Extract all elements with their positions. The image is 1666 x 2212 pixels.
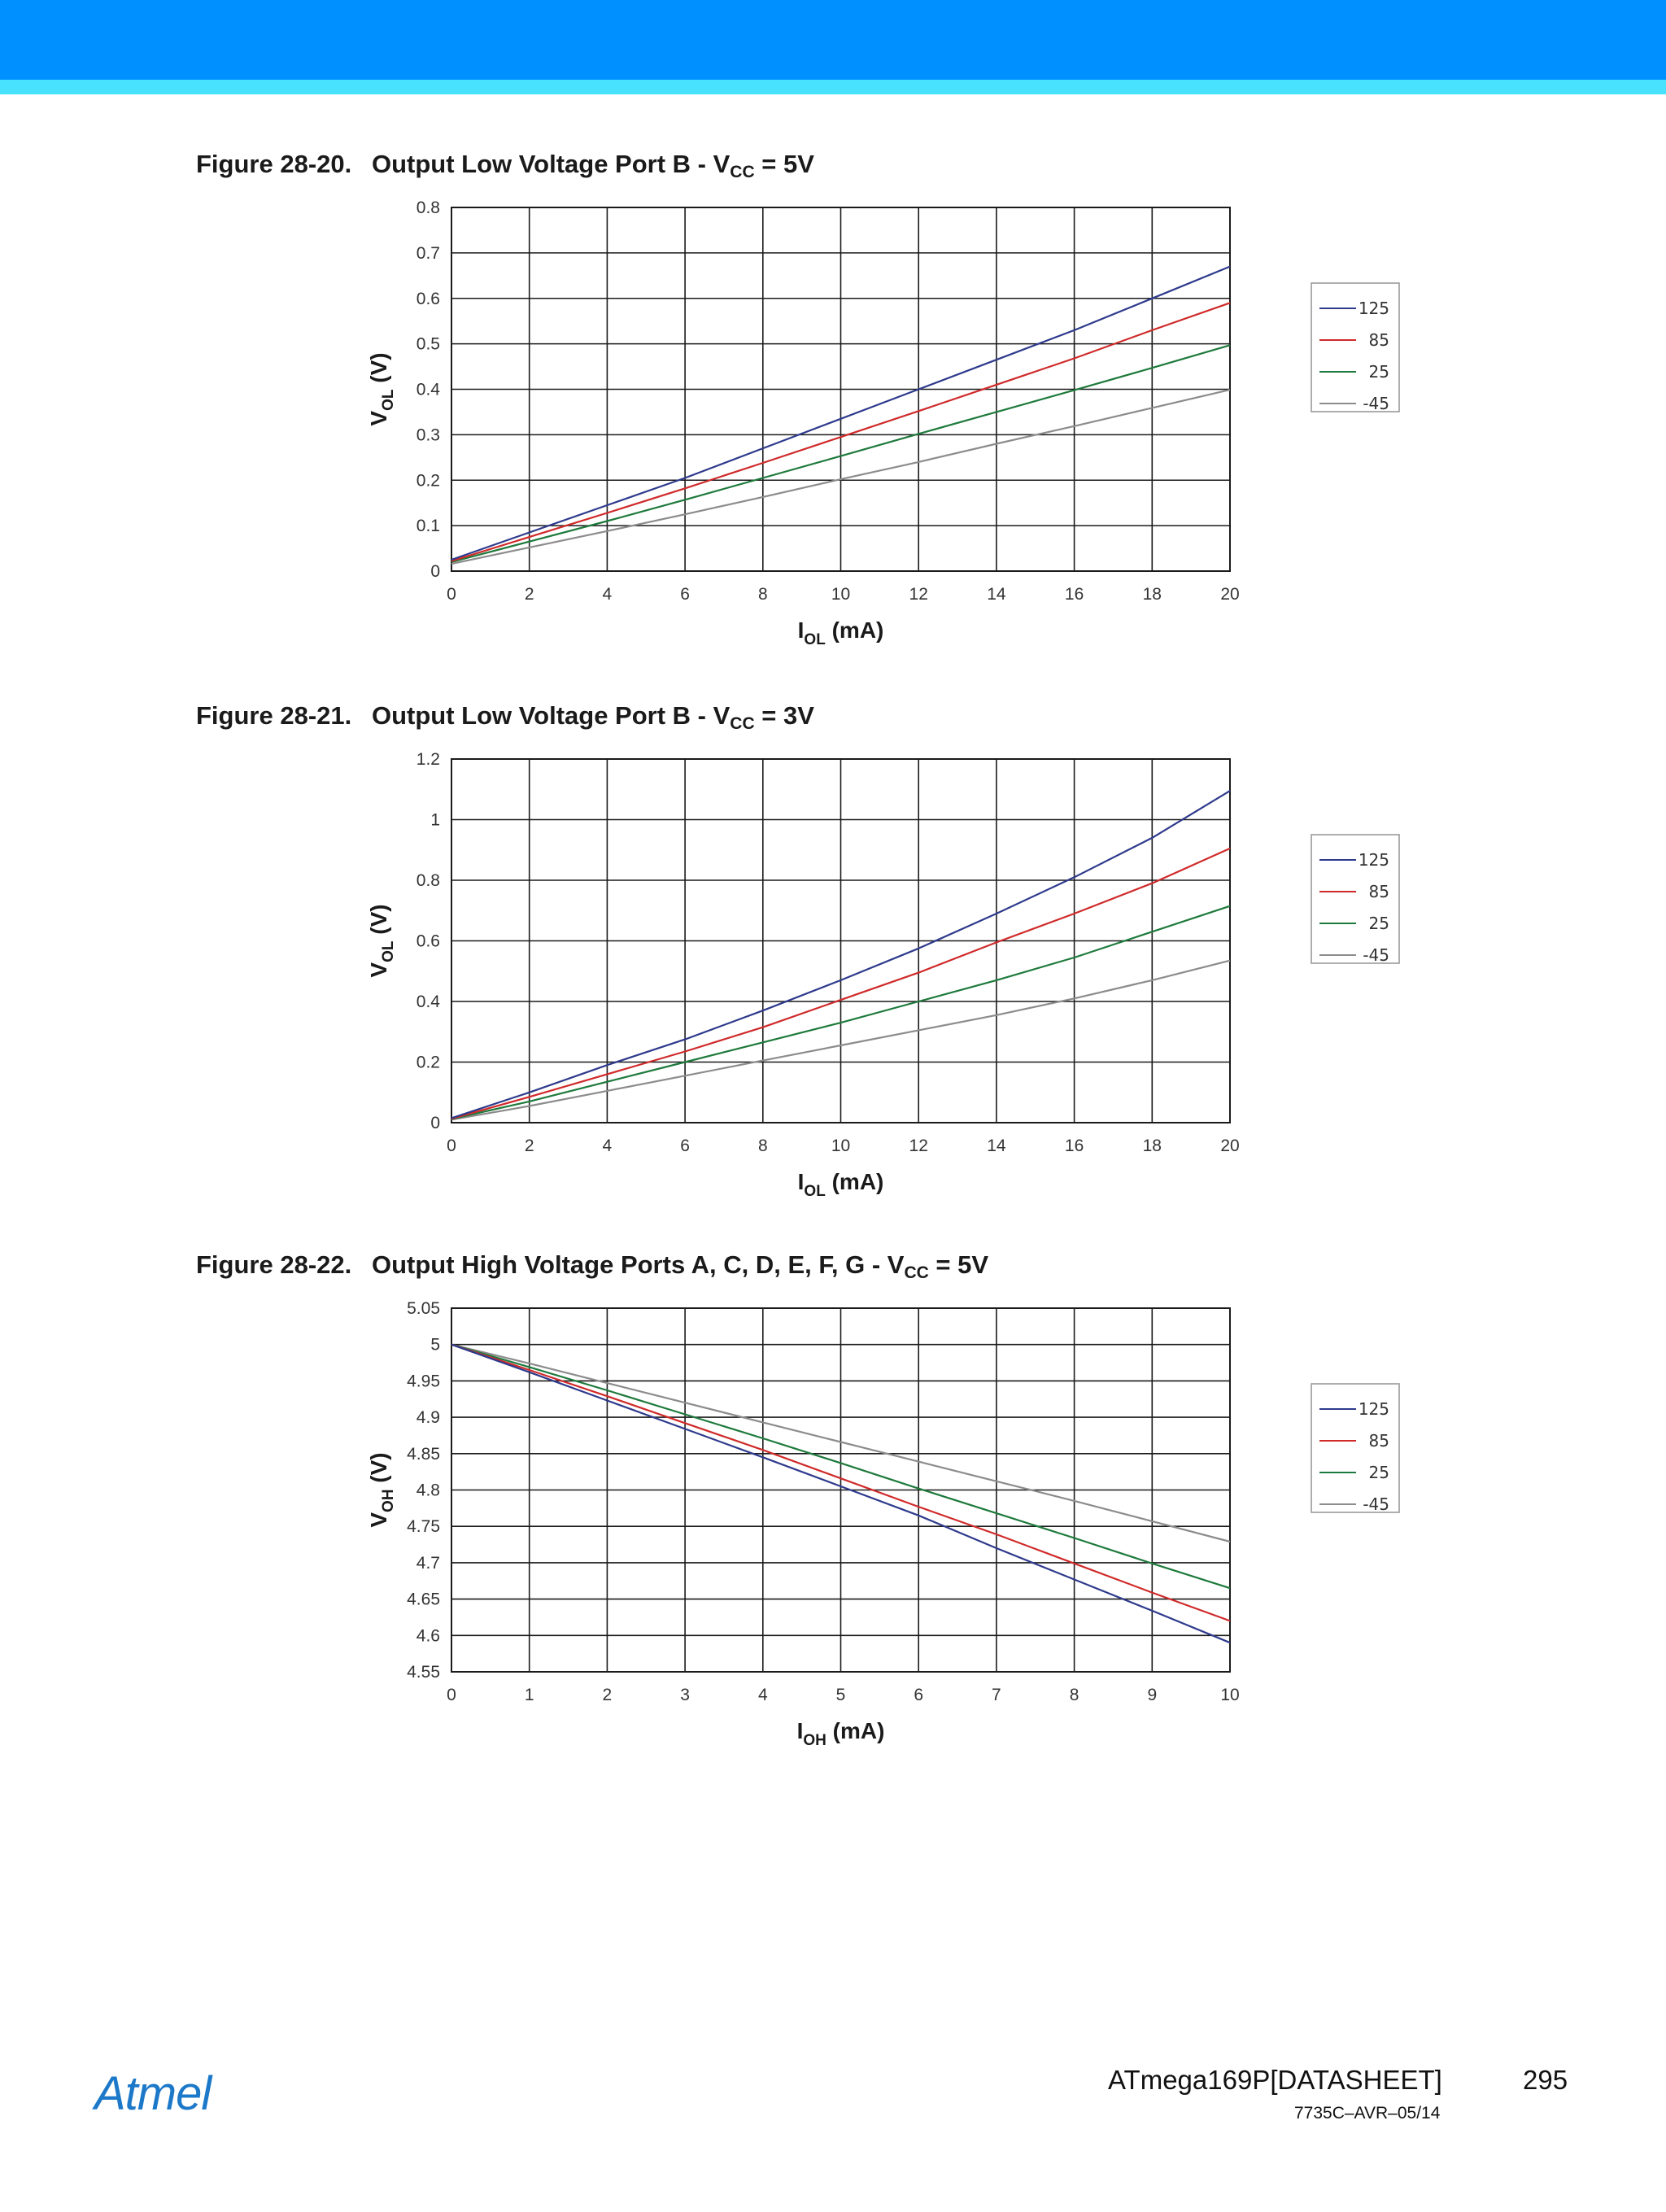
y-tick-label: 4.7 (416, 1553, 440, 1573)
y-tick-label: 4.65 (407, 1590, 440, 1609)
figure-title-suffix: = 3V (754, 701, 814, 730)
x-tick-label: 10 (1220, 1686, 1240, 1704)
y-tick-label: 4.8 (416, 1481, 440, 1500)
x-axis-title-main: I (797, 1169, 805, 1194)
header-stripe (0, 80, 1666, 94)
y-tick-label: 0 (430, 562, 440, 581)
figure-caption-3 (196, 1250, 988, 1283)
y-axis-title-unit: (V) (366, 1452, 391, 1490)
legend-label: 25 (1368, 914, 1389, 933)
y-axis-title (366, 352, 397, 425)
footer-doc-code: 7735C–AVR–05/14 (1294, 2104, 1441, 2123)
y-tick-label: 1.2 (416, 750, 440, 769)
y-axis-title-unit: (V) (366, 904, 391, 941)
legend-label: 85 (1368, 1431, 1389, 1451)
figure-title-subscript: CC (730, 163, 755, 181)
x-tick-label: 10 (831, 1137, 851, 1155)
y-tick-label: 0.8 (416, 199, 440, 217)
y-tick-label: 0.6 (416, 931, 440, 951)
legend-label: 25 (1368, 1463, 1389, 1482)
y-tick-label: 0.1 (416, 517, 440, 536)
grid (451, 759, 1230, 1123)
x-tick-label: 14 (987, 1137, 1006, 1155)
y-tick-label: 4.6 (416, 1626, 440, 1646)
grid (451, 1308, 1230, 1672)
figure-caption-2 (196, 701, 814, 734)
y-tick-label: 0.5 (416, 334, 440, 354)
x-tick-label: 6 (680, 585, 690, 604)
legend-label: -45 (1363, 945, 1389, 965)
footer-page-number: 295 (1523, 2065, 1568, 2095)
y-tick-label: 0.4 (416, 993, 440, 1011)
y-axis-title-unit: (V) (366, 352, 391, 390)
x-axis-title-subscript: OL (804, 1183, 826, 1200)
legend-label: -45 (1363, 394, 1389, 413)
y-tick-label: 4.9 (416, 1408, 440, 1428)
figure-title-subscript: CC (904, 1263, 929, 1282)
figure-title-suffix: = 5V (928, 1250, 989, 1279)
x-axis-title-subscript: OH (803, 1732, 826, 1749)
x-tick-label: 16 (1064, 585, 1084, 604)
x-axis-title (798, 1169, 884, 1200)
figure-title: Output Low Voltage Port B - V (372, 150, 731, 178)
x-tick-label: 2 (602, 1686, 613, 1704)
x-tick-label: 10 (831, 585, 851, 604)
x-tick-label: 8 (757, 585, 768, 604)
y-tick-label: 4.85 (407, 1444, 440, 1464)
x-tick-label: 2 (524, 585, 534, 604)
y-tick-label: 0.3 (416, 425, 440, 445)
x-tick-label: 18 (1142, 1137, 1162, 1155)
x-axis-title-main: I (796, 1718, 804, 1743)
figure-number: Figure 28-21. (196, 701, 352, 730)
header-band (0, 0, 1666, 80)
y-axis-title-main: V (366, 410, 391, 426)
x-tick-label: 1 (524, 1686, 534, 1704)
x-tick-label: 8 (757, 1137, 768, 1155)
y-tick-label: 0.8 (416, 871, 440, 890)
y-axis-title-subscript: OH (380, 1489, 397, 1512)
figure-title-suffix: = 5V (754, 150, 814, 178)
y-tick-label: 0 (430, 1114, 440, 1132)
y-tick-label: 4.95 (407, 1372, 440, 1391)
x-tick-label: 4 (602, 1137, 613, 1155)
grid (451, 207, 1230, 571)
legend-label: -45 (1363, 1494, 1389, 1514)
chart-output-high-voltage-5v (0, 1288, 1432, 1760)
legend-label: 85 (1368, 330, 1389, 350)
x-axis-title-main: I (797, 617, 805, 643)
figure-title-subscript: CC (730, 714, 755, 733)
y-tick-label: 1 (430, 810, 440, 830)
legend (1311, 283, 1399, 413)
x-axis-title-unit: (mA) (825, 1169, 884, 1194)
x-tick-label: 4 (602, 585, 613, 604)
y-axis-title (366, 1452, 397, 1527)
y-tick-label: 0.2 (416, 1053, 440, 1072)
x-tick-label: 16 (1064, 1137, 1084, 1155)
figure-number: Figure 28-20. (196, 150, 352, 178)
legend-label: 85 (1368, 882, 1389, 901)
y-tick-label: 4.55 (407, 1663, 440, 1682)
y-tick-label: 0.6 (416, 289, 440, 308)
x-tick-label: 20 (1220, 1137, 1240, 1155)
y-tick-label: 5.05 (407, 1299, 440, 1318)
x-tick-label: 7 (992, 1686, 1001, 1704)
x-tick-label: 0 (447, 1137, 456, 1155)
y-tick-label: 0.4 (416, 380, 440, 399)
legend-label: 125 (1358, 850, 1389, 870)
y-tick-label: 0.2 (416, 471, 440, 491)
legend (1311, 835, 1399, 965)
y-tick-label: 0.7 (416, 243, 440, 263)
figure-title: Output High Voltage Ports A, C, D, E, F, G - V (372, 1250, 905, 1279)
x-tick-label: 3 (680, 1686, 690, 1704)
x-tick-label: 14 (987, 585, 1006, 604)
y-axis-title (366, 904, 397, 977)
x-tick-label: 4 (757, 1686, 768, 1704)
figure-caption-1 (196, 150, 814, 182)
x-tick-label: 0 (447, 1686, 456, 1704)
y-axis-title-subscript: OL (380, 389, 397, 411)
y-axis-title-main: V (366, 1512, 391, 1528)
y-axis-title-main: V (366, 962, 391, 978)
chart-output-low-voltage-5v (0, 187, 1432, 659)
chart-output-low-voltage-3v (0, 739, 1432, 1211)
x-tick-label: 12 (909, 1137, 928, 1155)
legend (1311, 1384, 1399, 1514)
x-tick-label: 20 (1220, 585, 1240, 604)
x-tick-label: 8 (1069, 1686, 1079, 1704)
x-axis-title-unit: (mA) (825, 617, 884, 643)
legend-label: 125 (1358, 1399, 1389, 1419)
x-tick-label: 6 (914, 1686, 924, 1704)
footer-doc-title: ATmega169P[DATASHEET] (1108, 2065, 1442, 2095)
x-tick-label: 18 (1142, 585, 1162, 604)
x-tick-label: 5 (835, 1686, 846, 1704)
y-axis-title-subscript: OL (380, 940, 397, 962)
figure-title: Output Low Voltage Port B - V (372, 701, 731, 730)
atmel-logo: Atmel (94, 2067, 212, 2120)
x-axis-title (797, 1718, 885, 1749)
x-tick-label: 9 (1147, 1686, 1158, 1704)
x-axis-title (798, 617, 884, 648)
x-axis-title-subscript: OL (804, 631, 826, 648)
x-tick-label: 0 (447, 585, 456, 604)
x-tick-label: 12 (909, 585, 928, 604)
x-tick-label: 6 (680, 1137, 690, 1155)
legend-label: 125 (1358, 299, 1389, 318)
y-tick-label: 5 (430, 1335, 440, 1355)
legend-label: 25 (1368, 362, 1389, 382)
x-tick-label: 2 (524, 1137, 534, 1155)
x-axis-title-unit: (mA) (826, 1718, 885, 1743)
figure-number: Figure 28-22. (196, 1250, 352, 1279)
y-tick-label: 4.75 (407, 1517, 440, 1537)
